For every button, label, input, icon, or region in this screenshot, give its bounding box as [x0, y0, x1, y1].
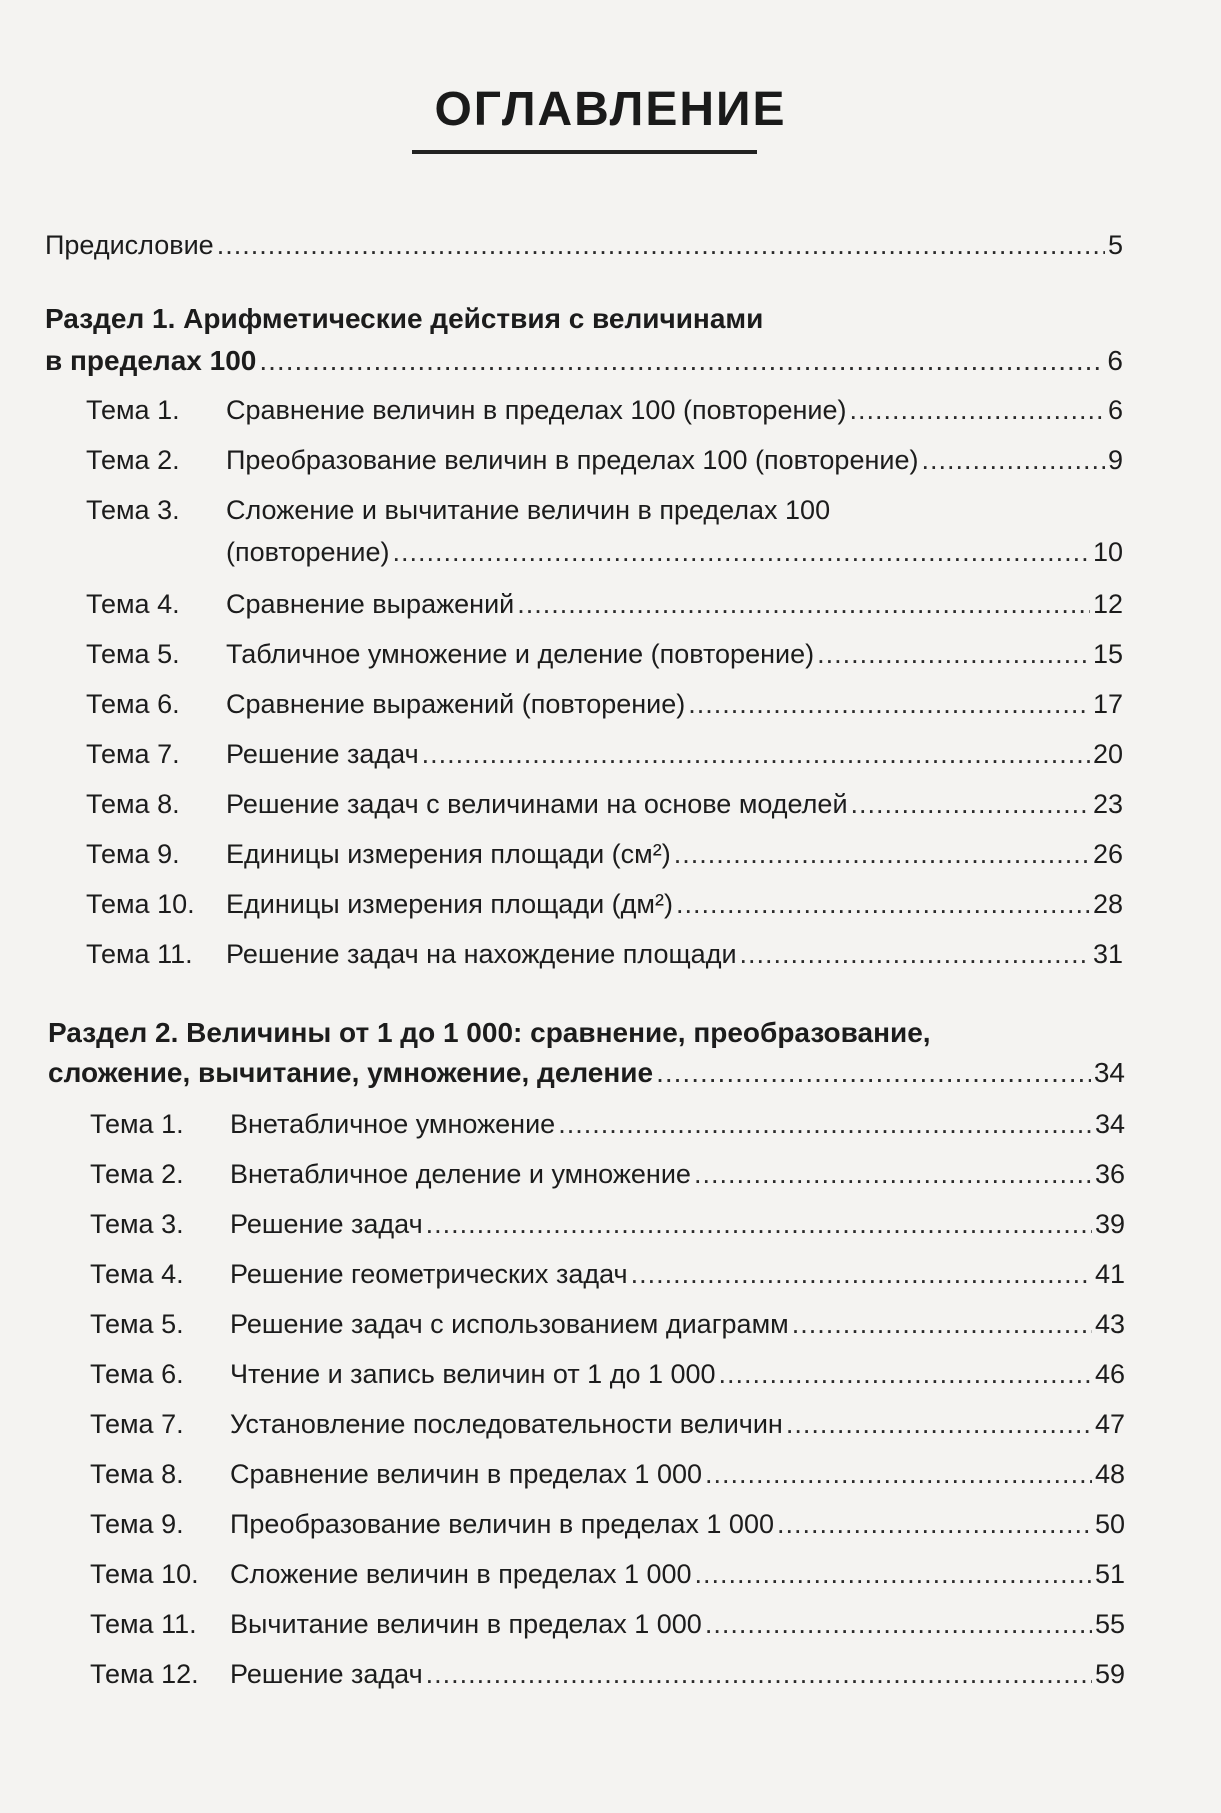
topic-number: Тема 4.: [86, 589, 180, 619]
toc-page-number: 17: [1092, 689, 1123, 719]
topic-number: Тема 9.: [86, 839, 180, 869]
topic-title: Сравнение выражений: [226, 589, 515, 619]
toc-page-number: 28: [1092, 889, 1123, 919]
topic-title: Сложение величин в пределах 1 000: [230, 1559, 692, 1589]
topic-title: Решение геометрических задач: [230, 1259, 628, 1289]
section-heading-1[interactable]: Раздел 1. Арифметические действия с величинами: [45, 303, 764, 334]
toc-page-number: 48: [1094, 1459, 1125, 1489]
toc-page-number: 9: [1107, 445, 1123, 475]
toc-page-number: 55: [1094, 1609, 1125, 1639]
topic-title: Решение задач: [230, 1209, 423, 1239]
toc-entry-s1-t7[interactable]: [86, 738, 1123, 770]
section-heading-2[interactable]: Раздел 2. Величины от 1 до 1 000: сравнение, преобразование,: [48, 1017, 931, 1048]
topic-title: Преобразование величин в пределах 100 (повторение): [226, 445, 919, 475]
topic-number: Тема 6.: [86, 689, 180, 719]
toc-page-number: 43: [1094, 1309, 1125, 1339]
topic-title-cont: (повторение): [226, 537, 390, 567]
toc-entry-s1-t11[interactable]: [86, 938, 1123, 970]
topic-title: Решение задач: [230, 1659, 423, 1689]
leader-dots: [817, 638, 1090, 670]
topic-number: Тема 11.: [86, 939, 193, 969]
toc-entry-s1-t5[interactable]: [86, 638, 1123, 670]
leader-dots: [740, 938, 1090, 970]
title-underline: [412, 150, 757, 154]
leader-dots: [792, 1308, 1092, 1340]
toc-page-number: 47: [1094, 1409, 1125, 1439]
toc-entry-s1-t3-cont[interactable]: [226, 536, 1123, 568]
toc-entry-s2-t12[interactable]: [90, 1658, 1125, 1690]
toc-entry-s2-t6[interactable]: [90, 1358, 1125, 1390]
topic-title: Единицы измерения площади (см²): [226, 839, 671, 869]
topic-title: Единицы измерения площади (дм²): [226, 889, 673, 919]
leader-dots: [656, 1056, 1091, 1090]
leader-dots: [217, 229, 1105, 261]
topic-title: Преобразование величин в пределах 1 000: [230, 1509, 774, 1539]
leader-dots: [676, 888, 1090, 920]
toc-entry-s2-t9[interactable]: [90, 1508, 1125, 1540]
leader-dots: [426, 1658, 1092, 1690]
toc-page-number: 6: [1107, 345, 1123, 376]
toc-page-number: 23: [1092, 789, 1123, 819]
leader-dots: [705, 1458, 1092, 1490]
leader-dots: [422, 738, 1090, 770]
topic-number: Тема 11.: [90, 1609, 197, 1639]
leader-dots: [786, 1408, 1092, 1440]
topic-number: Тема 3.: [90, 1209, 184, 1239]
topic-title: Сравнение величин в пределах 1 000: [230, 1459, 702, 1489]
toc-page-number: 10: [1092, 537, 1123, 567]
topic-number: Тема 5.: [90, 1309, 184, 1339]
toc-entry-s2-t5[interactable]: [90, 1308, 1125, 1340]
topic-number: Тема 1.: [90, 1109, 184, 1139]
toc-page-number: 46: [1094, 1359, 1125, 1389]
toc-page-number: 59: [1094, 1659, 1125, 1689]
toc-entry-s1-t1[interactable]: [86, 394, 1123, 426]
leader-dots: [393, 536, 1090, 568]
topic-number: Тема 10.: [86, 889, 195, 919]
leader-dots: [694, 1158, 1092, 1190]
toc-entry-s1-t2[interactable]: [86, 444, 1123, 476]
toc-entry-s2-t8[interactable]: [90, 1458, 1125, 1490]
leader-dots: [688, 688, 1090, 720]
topic-number: Тема 10.: [90, 1559, 199, 1589]
topic-number: Тема 7.: [90, 1409, 184, 1439]
leader-dots: [674, 838, 1090, 870]
leader-dots: [517, 588, 1090, 620]
toc-page-number: 26: [1092, 839, 1123, 869]
toc-page-number: 6: [1107, 395, 1123, 425]
toc-entry-s2-t3[interactable]: [90, 1208, 1125, 1240]
topic-title: Установление последовательности величин: [230, 1409, 783, 1439]
toc-entry-s1-t4[interactable]: [86, 588, 1123, 620]
topic-title: Решение задач с использованием диаграмм: [230, 1309, 789, 1339]
section-heading-label: сложение, вычитание, умножение, деление: [48, 1057, 654, 1088]
section-heading-1-cont[interactable]: [45, 344, 1123, 378]
topic-number: Тема 2.: [86, 445, 180, 475]
topic-number: Тема 12.: [90, 1659, 199, 1689]
toc-entry-preface[interactable]: [45, 229, 1123, 261]
topic-title: Сравнение выражений (повторение): [226, 689, 686, 719]
toc-entry-s1-t9[interactable]: [86, 838, 1123, 870]
leader-dots: [705, 1608, 1092, 1640]
leader-dots: [695, 1558, 1092, 1590]
topic-title: Внетабличное деление и умножение: [230, 1159, 691, 1189]
toc-entry-s1-t3[interactable]: [86, 494, 1123, 526]
toc-entry-s1-t8[interactable]: [86, 788, 1123, 820]
toc-entry-s2-t1[interactable]: [90, 1108, 1125, 1140]
toc-page-number: 34: [1093, 1057, 1125, 1088]
topic-number: Тема 5.: [86, 639, 180, 669]
topic-number: Тема 8.: [90, 1459, 184, 1489]
leader-dots: [777, 1508, 1092, 1540]
topic-number: Тема 2.: [90, 1159, 184, 1189]
topic-number: Тема 6.: [90, 1359, 184, 1389]
toc-page-number: 50: [1094, 1509, 1125, 1539]
leader-dots: [631, 1258, 1092, 1290]
topic-title: Сравнение величин в пределах 100 (повторение): [226, 395, 847, 425]
topic-title: Внетабличное умножение: [230, 1109, 556, 1139]
leader-dots: [851, 788, 1090, 820]
leader-dots: [719, 1358, 1092, 1390]
topic-title: Чтение и запись величин от 1 до 1 000: [230, 1359, 716, 1389]
topic-title: Решение задач с величинами на основе моделей: [226, 789, 848, 819]
topic-title: Решение задач: [226, 739, 419, 769]
section-heading-2-cont[interactable]: [48, 1056, 1125, 1090]
topic-number: Тема 1.: [86, 395, 180, 425]
toc-page-number: 15: [1092, 639, 1123, 669]
leader-dots: [259, 344, 1104, 378]
toc-entry-s1-t6[interactable]: [86, 688, 1123, 720]
topic-number: Тема 7.: [86, 739, 180, 769]
toc-page-number: 36: [1094, 1159, 1125, 1189]
toc-entry-s1-t10[interactable]: [86, 888, 1123, 920]
topic-title: Табличное умножение и деление (повторение): [226, 639, 815, 669]
toc-entry-s2-t2[interactable]: [90, 1158, 1125, 1190]
toc-page-number: 39: [1094, 1209, 1125, 1239]
topic-number: Тема 9.: [90, 1509, 184, 1539]
toc-page-number: 51: [1094, 1559, 1125, 1589]
topic-number: Тема 8.: [86, 789, 180, 819]
toc-entry-s2-t4[interactable]: [90, 1258, 1125, 1290]
topic-title: Решение задач на нахождение площади: [226, 939, 737, 969]
toc-page-number: 20: [1092, 739, 1123, 769]
section-heading-label: в пределах 100: [45, 345, 257, 376]
toc-entry-s2-t11[interactable]: [90, 1608, 1125, 1640]
toc-page-number: 41: [1094, 1259, 1125, 1289]
toc-entry-s2-t7[interactable]: [90, 1408, 1125, 1440]
leader-dots: [558, 1108, 1092, 1140]
leader-dots: [426, 1208, 1092, 1240]
toc-entry-label: Предисловие: [45, 230, 214, 260]
toc-page-number: 5: [1107, 230, 1123, 260]
toc-page-number: 31: [1092, 939, 1123, 969]
page-title: ОГЛАВЛЕНИЕ: [434, 83, 787, 136]
toc-page-number: 12: [1092, 589, 1123, 619]
leader-dots: [921, 444, 1105, 476]
topic-number: Тема 4.: [90, 1259, 184, 1289]
topic-title: Сложение и вычитание величин в пределах 100: [226, 495, 831, 525]
toc-entry-s2-t10[interactable]: [90, 1558, 1125, 1590]
topic-number: Тема 3.: [86, 495, 180, 525]
leader-dots: [849, 394, 1105, 426]
topic-title: Вычитание величин в пределах 1 000: [230, 1609, 702, 1639]
toc-page-number: 34: [1094, 1109, 1125, 1139]
